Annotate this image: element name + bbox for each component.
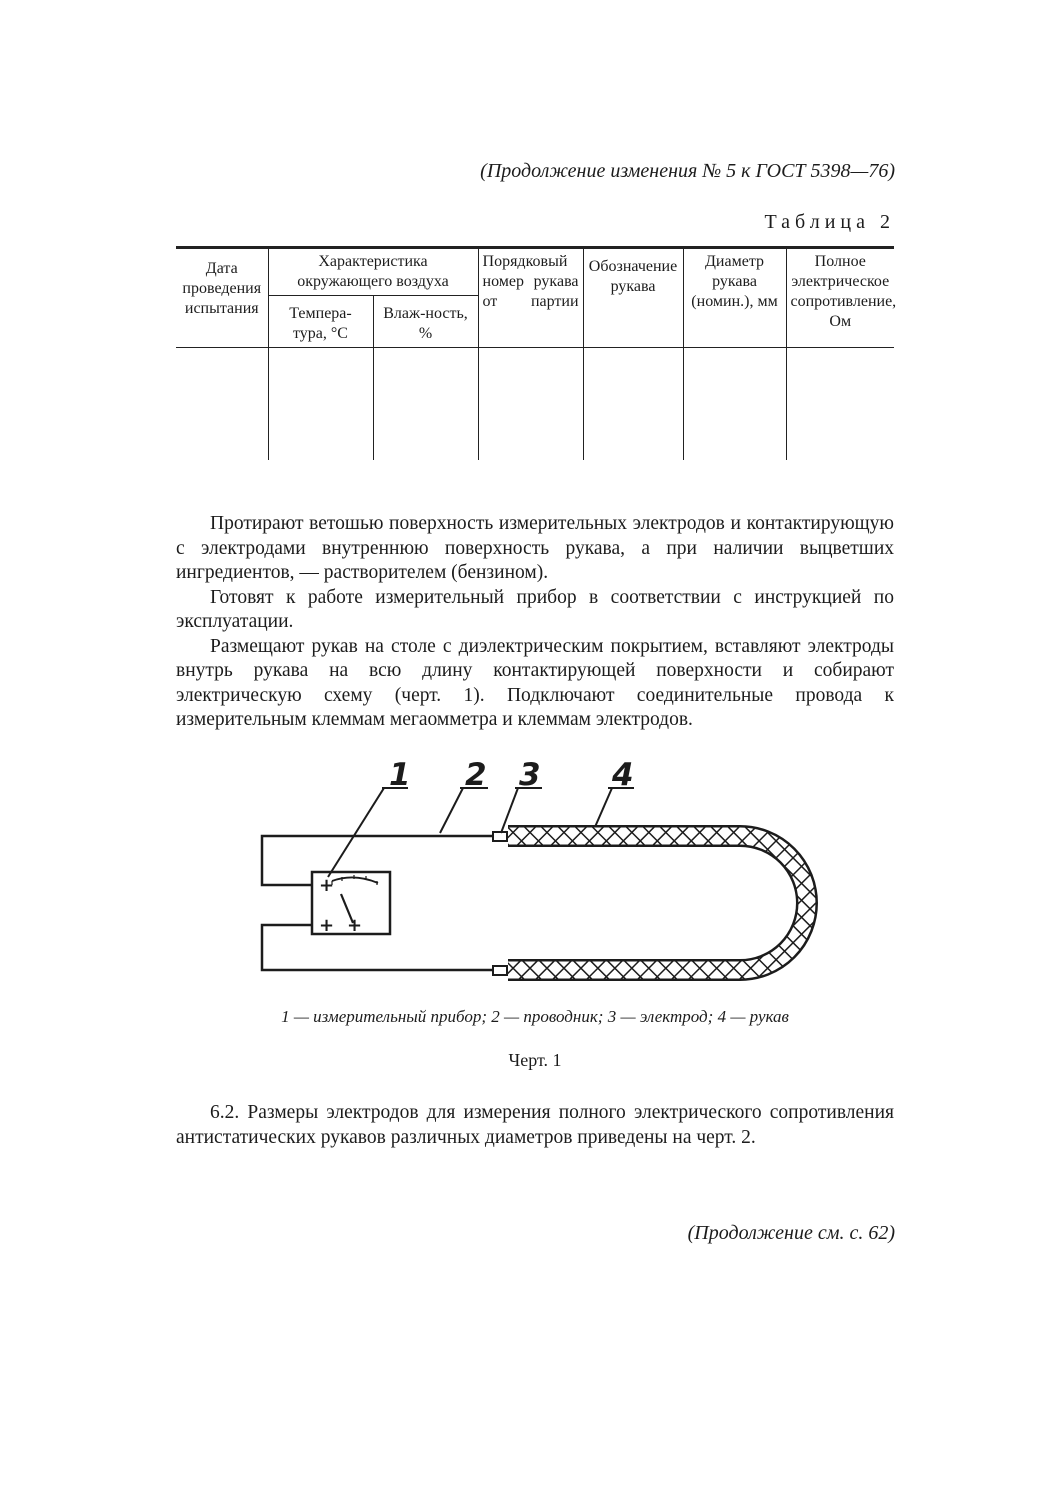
label-4: 4 (612, 757, 634, 793)
paragraph: Готовят к работе измерительный прибор в соответствии с инструкцией по эксплуатации. (176, 586, 894, 632)
table-cell (786, 348, 894, 461)
figure-caption: Черт. 1 (508, 1050, 562, 1070)
plus-terminal-top: + (319, 875, 335, 896)
table-cell (268, 348, 373, 461)
body-text (176, 512, 894, 733)
paragraph: Протирают ветошью поверхность измерительных электродов и контактирующую с электродами внутреннюю поверхность рукава, а при наличии выцветших ингредиентов, — растворителем (бензином). (176, 513, 894, 583)
label-3: 3 (519, 757, 541, 793)
continuation-note: (Продолжение см. с. 62) (687, 1222, 895, 1244)
col-serial-header: Порядковый номер рукава от партии (478, 248, 583, 348)
measuring-instrument (312, 872, 390, 936)
running-header: (Продолжение изменения № 5 к ГОСТ 5398—76) (480, 160, 895, 182)
col-humidity-header: Влаж-ность, % (373, 296, 478, 348)
col-date-header: Дата проведения испытания (176, 248, 268, 348)
col-diameter-header: Диаметр рукава (номин.), мм (683, 248, 786, 348)
test-record-table (176, 246, 897, 486)
label-2: 2 (465, 757, 487, 793)
table-cell (373, 348, 478, 461)
col-designation-header: Обозначение рукава (583, 248, 683, 348)
table-cell (176, 348, 268, 461)
electrode (493, 832, 507, 975)
paragraph: Размещают рукав на столе с диэлектрическим покрытием, вставляют электроды внутрь рукава на всю длину контактирующей поверхности и собирают электрическую схему (черт. 1). Подключают соединительные провода к измерительным клеммам мегаомметра и клеммам электродов. (176, 635, 894, 730)
plus-terminal-bottom: + (319, 915, 335, 936)
table-caption: Таблица 2 (764, 211, 895, 233)
pointer-pivot: + (347, 915, 363, 936)
col-temp-header: Темпера-тура, °С (268, 296, 373, 348)
table-cell (683, 348, 786, 461)
table-cell (478, 348, 583, 461)
paragraph-6-2: 6.2. Размеры электродов для измерения полного электрического сопротивления антистатических рукавов различных диаметров приведены на черт. 2. (176, 1102, 894, 1148)
table-row (176, 348, 894, 461)
col-resistance-header: Полное электрическое сопротивление, Ом (786, 248, 894, 348)
col-air-header: Характеристика окружающего воздуха (268, 248, 478, 296)
circuit-diagram (250, 755, 830, 995)
label-1: 1 (389, 757, 411, 793)
hose (508, 836, 807, 970)
figure-legend: 1 — измерительный прибор; 2 — проводник; 3 — электрод; 4 — рукав (281, 1007, 789, 1026)
table-cell (583, 348, 683, 461)
